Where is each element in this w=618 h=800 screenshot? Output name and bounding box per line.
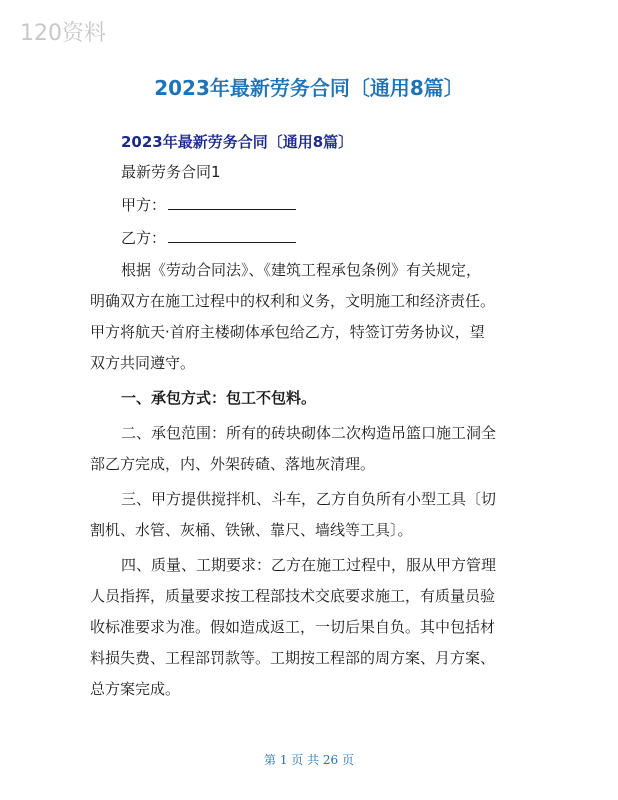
party-b-blank: [168, 222, 296, 243]
clause-2-line: 部乙方完成，内、外架砖碴、落地灰清理。: [90, 455, 376, 473]
page-footer: 第 1 页 共 26 页: [264, 753, 354, 767]
clause-4-line: 人员指挥，质量要求按工程部技术交底要求施工，有质量员验: [90, 587, 496, 605]
document-title: 2023年最新劳务合同〔通用8篇〕: [154, 76, 464, 100]
watermark: 120资料: [20, 21, 106, 46]
party-b-label: 乙方：: [121, 229, 167, 247]
intro-line: 甲方将航天·首府主楼砌体承包给乙方，特签订劳务协议，望: [90, 323, 485, 341]
clause-4-line: 料损失费、工程部罚款等。工期按工程部的周方案、月方案、: [90, 649, 496, 667]
intro-line: 双方共同遵守。: [90, 354, 196, 372]
party-a-line: [121, 189, 542, 222]
clause-4-line: 四、质量、工期要求：乙方在施工过程中，服从甲方管理: [121, 556, 497, 574]
clause-2: [90, 418, 542, 480]
intro-line: 明确双方在施工过程中的权利和义务，文明施工和经济责任。: [90, 292, 496, 310]
intro-paragraph: [90, 255, 542, 379]
clause-2-line: 二、承包范围：所有的砖块砌体二次构造吊篮口施工洞全: [121, 424, 497, 442]
clause-4-line: 总方案完成。: [90, 680, 181, 698]
clause-3: [90, 484, 542, 546]
contract-heading: 最新劳务合同1: [121, 163, 221, 181]
document-subtitle: 2023年最新劳务合同〔通用8篇〕: [121, 133, 354, 151]
document-body: [90, 128, 542, 705]
clause-4: [90, 550, 542, 705]
clause-4-line: 收标准要求为准。假如造成返工，一切后果自负。其中包括材: [90, 618, 496, 636]
intro-line: 根据《劳动合同法》、《建筑工程承包条例》有关规定，: [121, 261, 482, 279]
clause-3-line: 三、甲方提供搅拌机、斗车，乙方自负所有小型工具〔切: [121, 490, 497, 508]
clause-3-line: 割机、水管、灰桶、铁锹、靠尺、墙线等工具〕。: [90, 521, 413, 539]
party-b-line: [121, 222, 542, 255]
party-a-blank: [168, 189, 296, 210]
clause-1: [90, 383, 542, 414]
party-a-label: 甲方：: [121, 196, 167, 214]
clause-1-text: 一、承包方式：包工不包料。: [121, 389, 317, 407]
